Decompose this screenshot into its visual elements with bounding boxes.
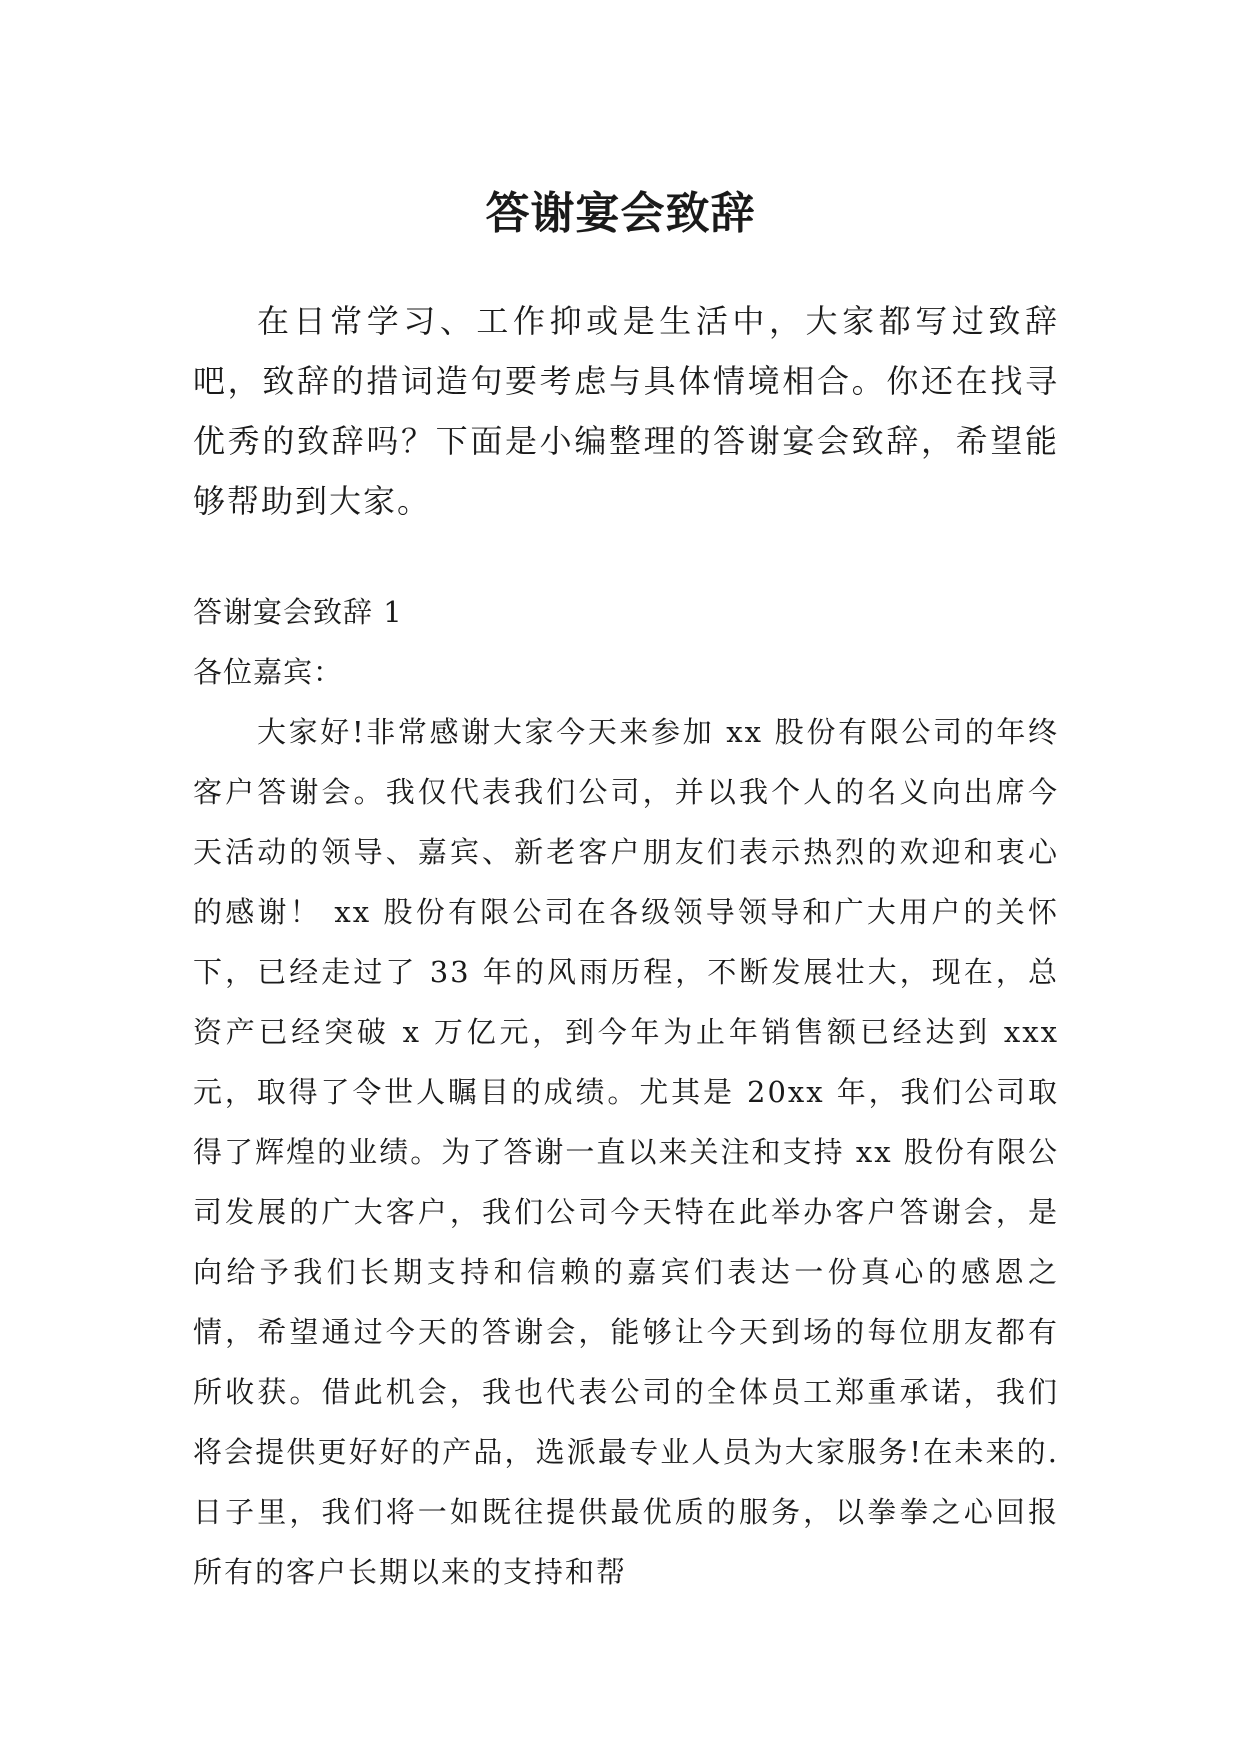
body-paragraph: 大家好!非常感谢大家今天来参加 xx 股份有限公司的年终客户答谢会。我仅代表我们公司，并以我个人的名义向出席今天活动的领导、嘉宾、新老客户朋友们表示热烈的欢迎和衷心的感谢！ xx 股份有限公司在各级领导领导和广大用户的关怀下，已经走过了 33 年的风雨历程，不断发展壮大，现在，总资产已经突破 x 万亿元，到今年为止年销售额已经达到 xxx 元，取得了令世人瞩目的成绩。尤其是 20xx 年，我们公司取得了辉煌的业绩。为了答谢一直以来关注和支持 xx 股份有限公司发展的广大客户，我们公司今天特在此举办客户答谢会，是向给予我们长期支持和信赖的嘉宾们表达一份真心的感恩之情，希望通过今天的答谢会，能够让今天到场的每位朋友都有所收获。借此机会，我也代表公司的全体员工郑重承诺，我们将会提供更好好的产品，选派最专业人员为大家服务!在未来的.日子里，我们将一如既往提供最优质的服务，以拳拳之心回报所有的客户长期以来的支持和帮: [193, 715, 1059, 1589]
section-heading: 答谢宴会致辞 1: [193, 595, 403, 629]
document-title: 答谢宴会致辞: [485, 188, 756, 240]
salutation: 各位嘉宾：: [193, 655, 344, 689]
intro-paragraph: 在日常学习、工作抑或是生活中，大家都写过致辞吧，致辞的措词造句要考虑与具体情境相合。你还在找寻优秀的致辞吗？下面是小编整理的答谢宴会致辞，希望能够帮助到大家。: [193, 302, 1059, 520]
